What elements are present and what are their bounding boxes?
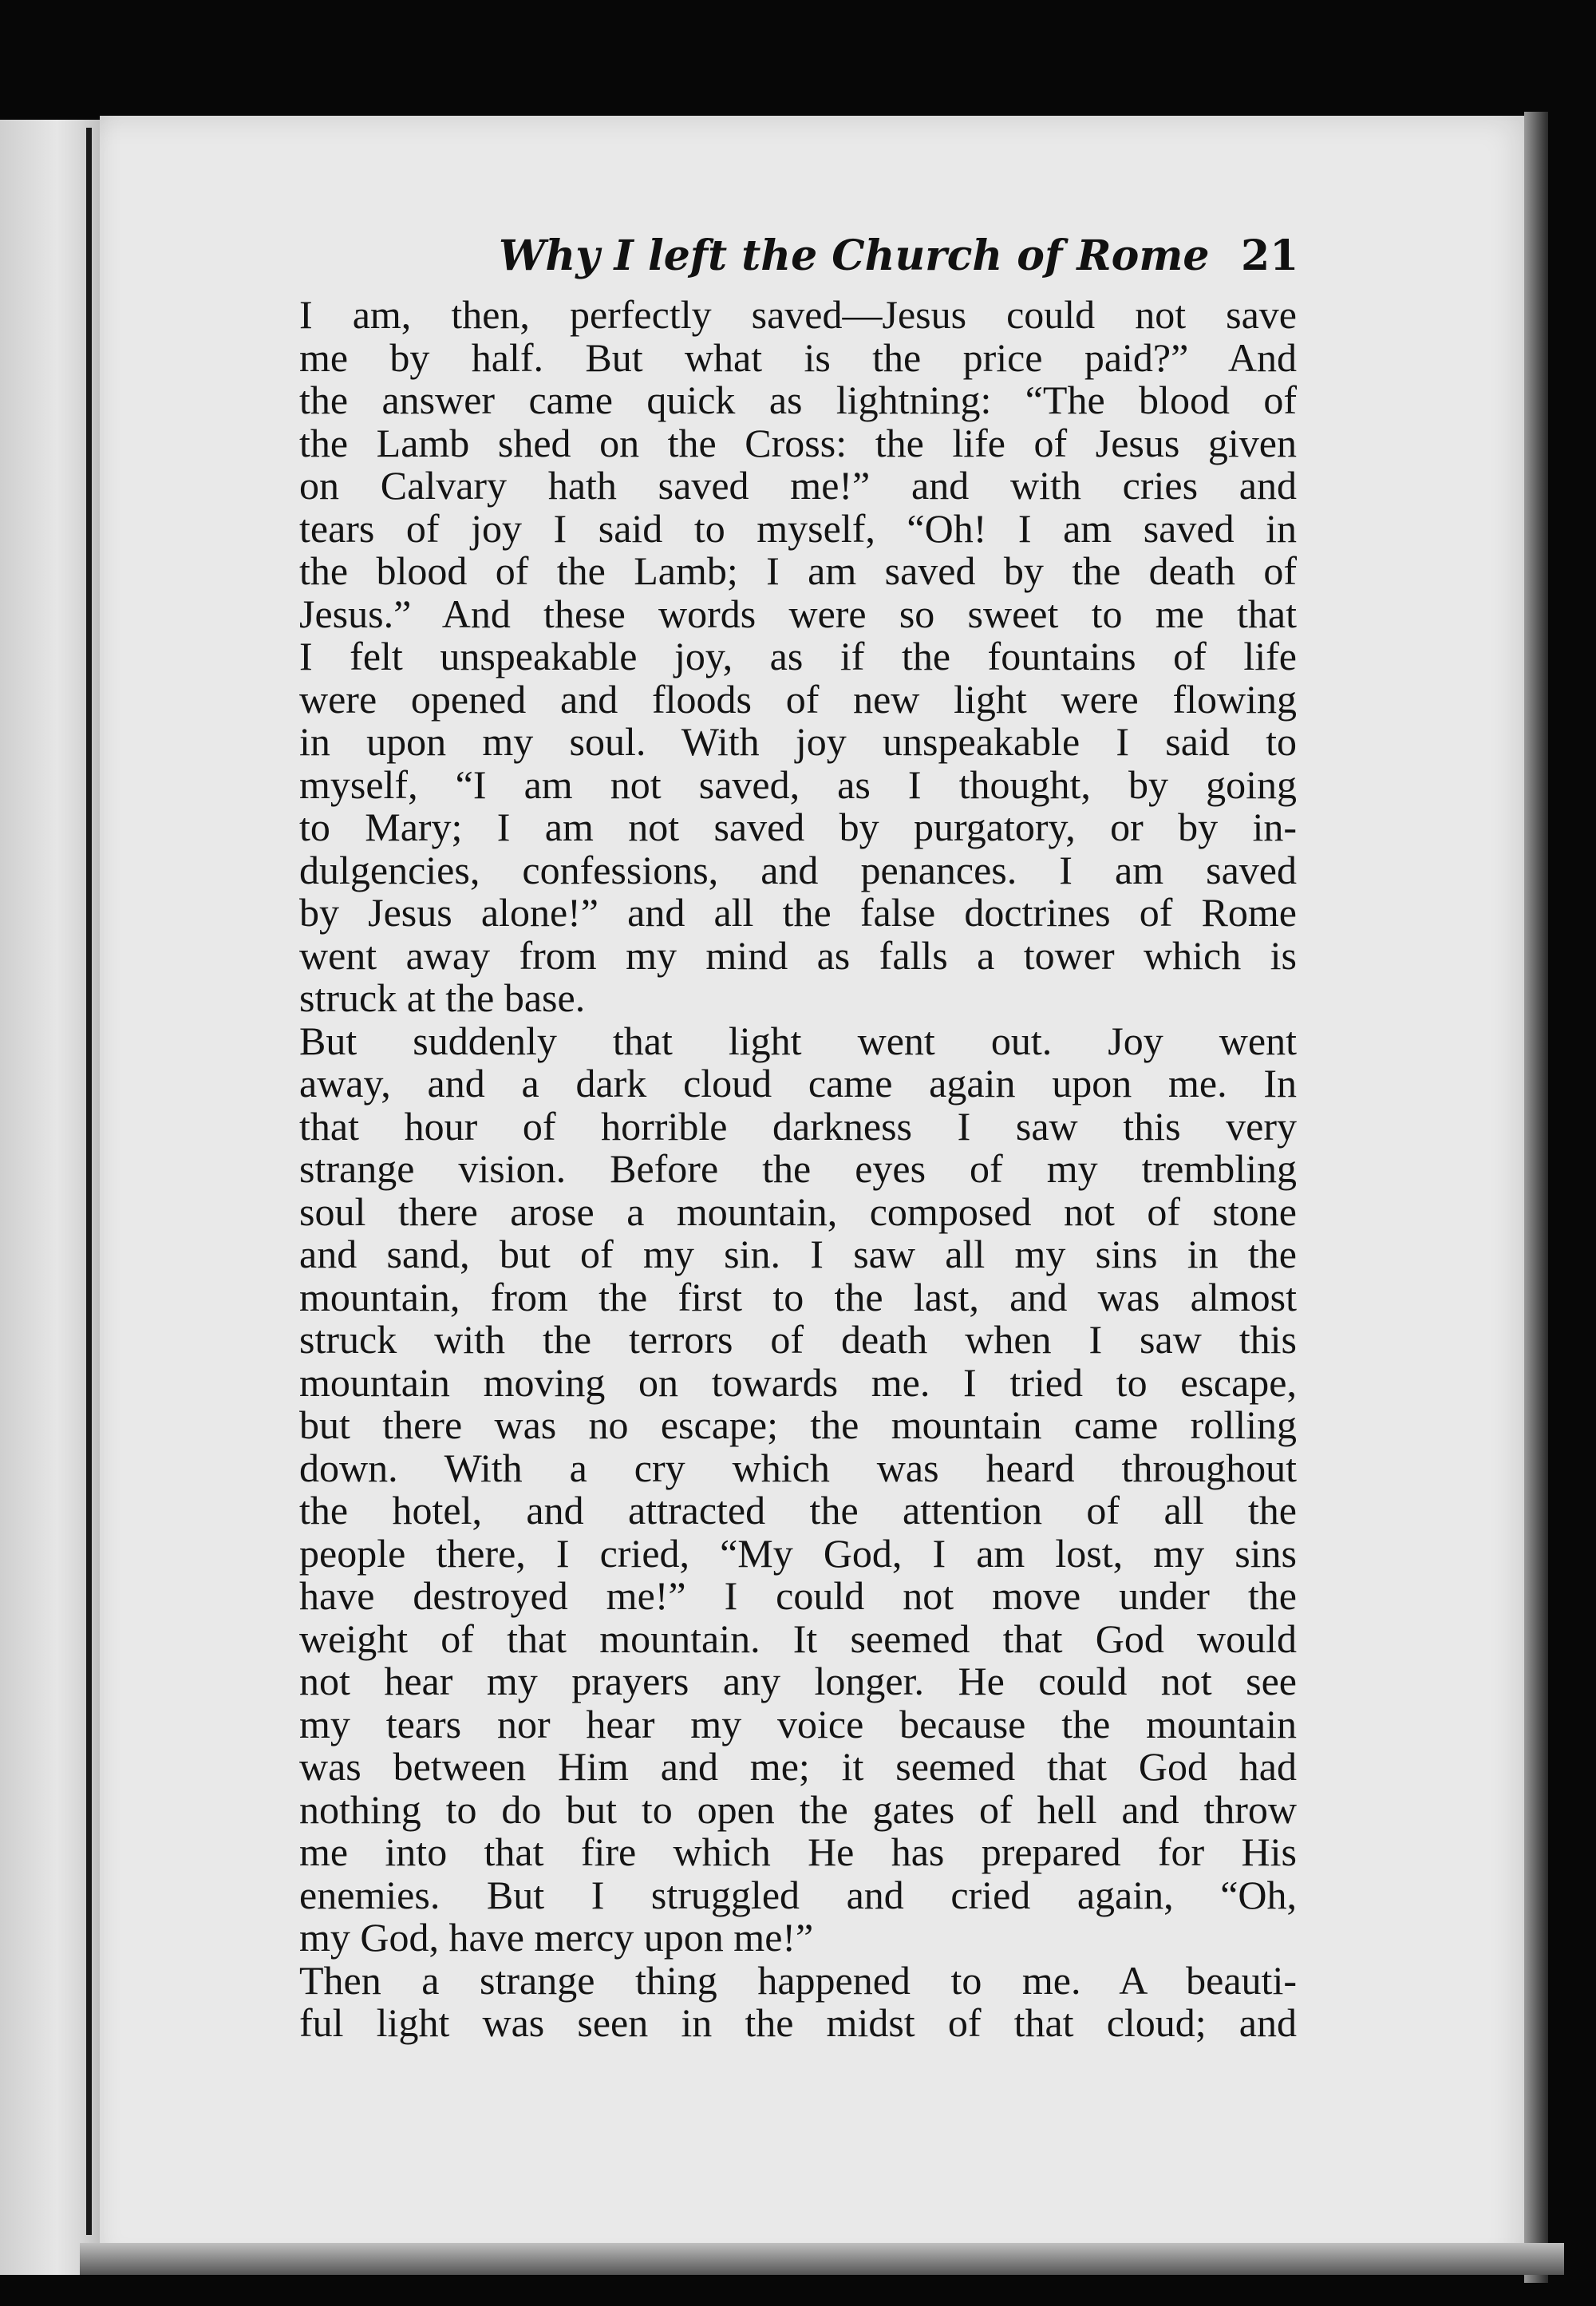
text-line: and sand, but of my sin. I saw all my sins in the [299,1232,1297,1276]
running-title: Why I left the Church of Rome [499,231,1210,280]
text-line: myself, “I am not saved, as I thought, by going [299,761,1297,807]
text-line: weight of that mountain. It seemed that God would [299,1616,1297,1661]
text-line: struck at the base. [299,975,586,1020]
text-line: tears of joy I said to myself, “Oh! I am saved in [299,505,1297,551]
text-line: my God, have mercy upon me!” [299,1915,814,1960]
text-line: went away from my mind as falls a tower which is [299,932,1297,978]
page-number: 21 [1241,231,1299,280]
text-line: Jesus.” And these words were so sweet to me that [299,591,1297,636]
text-line: the hotel, and attracted the attention of all the [299,1488,1297,1533]
binding-line [86,128,92,2235]
text-line: struck with the terrors of death when I saw this [299,1317,1297,1362]
text-line: were opened and floods of new light were flowing [299,676,1297,722]
text-line: me into that fire which He has prepared for His [299,1829,1297,1874]
text-line: I am, then, perfectly saved—Jesus could not save [299,292,1297,337]
text-line: my tears nor hear my voice because the mountain [299,1701,1297,1746]
text-line: down. With a cry which was heard throughout [299,1445,1297,1490]
text-line: but there was no escape; the mountain came rolling [299,1402,1297,1447]
text-line: have destroyed me!” I could not move under the [299,1573,1297,1618]
text-line: away, and a dark cloud came again upon me. In [299,1061,1297,1106]
body-text [299,294,1297,2045]
text-line: nothing to do but to open the gates of hell and throw [299,1786,1297,1832]
text-line: I felt unspeakable joy, as if the fountains of life [299,634,1297,678]
text-line: to Mary; I am not saved by purgatory, or by in- [299,805,1297,849]
text-line: not hear my prayers any longer. He could not see [299,1659,1297,1703]
page-edge-shadow [1524,112,1548,2283]
text-line: the blood of the Lamb; I am saved by the death of [299,548,1297,593]
text-line: the answer came quick as lightning: “The blood of [299,378,1297,422]
text-line: was between Him and me; it seemed that God had [299,1744,1297,1789]
text-line: dulgencies, confessions, and penances. I am saved [299,847,1297,892]
text-line: the Lamb shed on the Cross: the life of Jesus given [299,420,1297,465]
text-line: Then a strange thing happened to me. A beauti- [299,1957,1297,2003]
text-line: strange vision. Before the eyes of my trembling [299,1146,1297,1191]
text-line: mountain moving on towards me. I tried to escape, [299,1359,1297,1405]
text-line: me by half. But what is the price paid?” And [299,334,1297,380]
text-line: soul there arose a mountain, composed not of stone [299,1189,1297,1234]
text-line: by Jesus alone!” and all the false doctrines of Rome [299,890,1297,935]
page-bottom-edge [80,2243,1564,2275]
text-line: ful light was seen in the midst of that cloud; and [299,2000,1297,2045]
text-line: people there, I cried, “My God, I am lost, my sins [299,1530,1297,1576]
text-line: mountain, from the first to the last, and was almost [299,1274,1297,1319]
text-line: But suddenly that light went out. Joy went [299,1018,1297,1063]
text-line: on Calvary hath saved me!” and with cries and [299,463,1297,508]
text-line: that hour of horrible darkness I saw this very [299,1103,1297,1149]
text-line: in upon my soul. With joy unspeakable I said to [299,719,1297,764]
text-line: enemies. But I struggled and cried again, “Oh, [299,1872,1297,1917]
